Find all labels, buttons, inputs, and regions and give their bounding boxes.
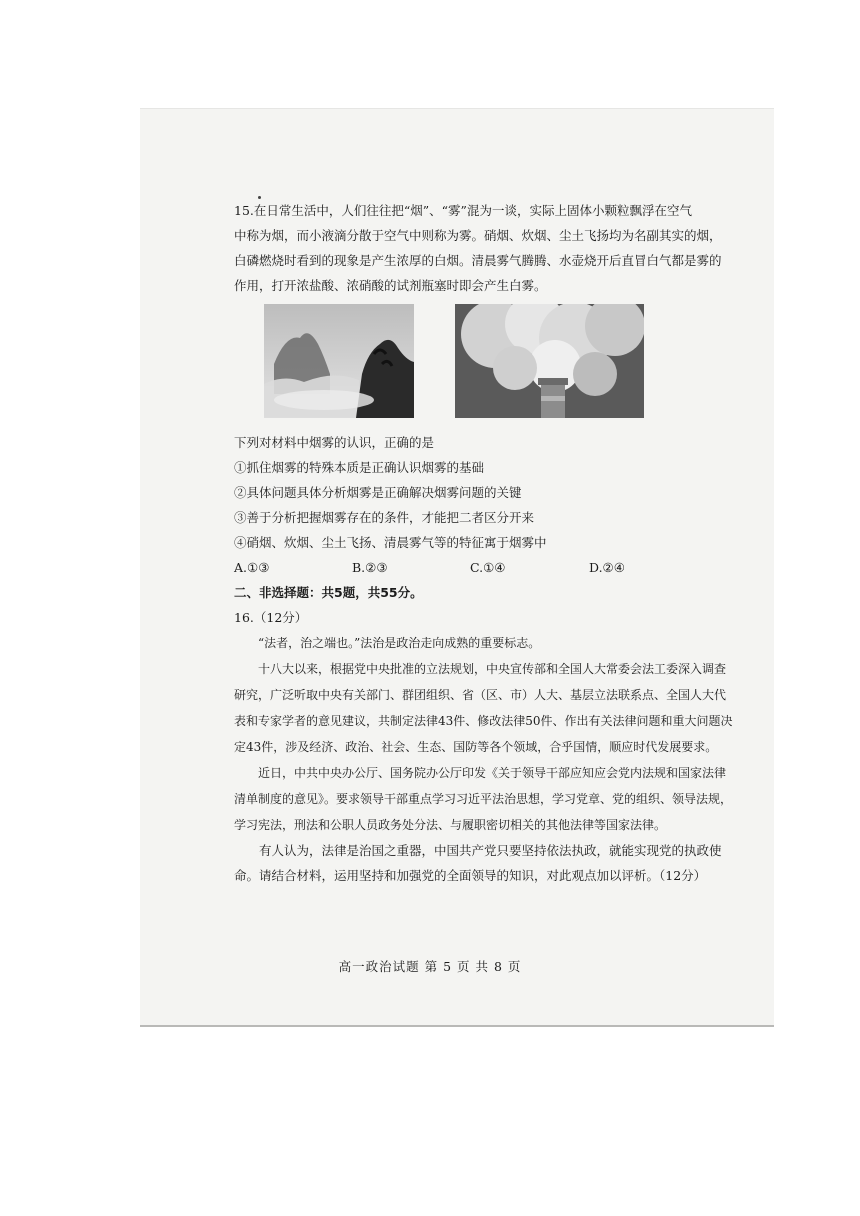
option-c: C.①④ bbox=[470, 560, 506, 575]
page-footer: 高一政治试题 第 5 页 共 8 页 bbox=[338, 959, 522, 974]
q15-stem-line: 15.在日常生活中，人们往往把“烟”、“雾”混为一谈，实际上固体小颗粒飘浮在空气 bbox=[234, 203, 692, 218]
mountain-fog-photo bbox=[264, 304, 414, 418]
q15-statement: ②具体问题具体分析烟雾是正确解决烟雾问题的关键 bbox=[234, 485, 522, 500]
material-paragraph: “法者，治之端也。”法治是政治走向成熟的重要标志。 bbox=[258, 636, 541, 650]
q16-question: 有人认为，法律是治国之重器，中国共产党只要坚持依法执政，就能实现党的执政使命。请结合材料，运用坚持和加强党的全面领导的知识，对此观点加以评析。（12分） bbox=[234, 843, 722, 883]
q15-statement: ④硝烟、炊烟、尘土飞扬、清晨雾气等的特征寓于烟雾中 bbox=[234, 535, 547, 550]
q15-stem-line: 中称为烟，而小液滴分散于空气中则称为雾。硝烟、炊烟、尘土飞扬均为名副其实的烟， bbox=[234, 228, 722, 243]
q15-stem-line: 白磷燃烧时看到的现象是产生浓厚的白烟。清晨雾气腾腾、水壶烧开后直冒白气都是雾的 bbox=[234, 253, 722, 268]
section-heading: 二、非选择题：共5题，共55分。 bbox=[234, 585, 423, 600]
q15-statement: ①抓住烟雾的特殊本质是正确认识烟雾的基础 bbox=[234, 460, 485, 475]
material-paragraph: 十八大以来，根据党中央批准的立法规划，中央宣传部和全国人大常委会法工委深入调查研究，广泛听取中央有关部门、群团组织、省（区、市）人大、基层立法联系点、全国人大代表和专家学者的意见建议，共制定法律43件、修改法律50件、作出有关法律问题和重大问题决定43件，涉及经济、政治、社会、生态、国防等各个领域，合乎国情，顺应时代发展要求。 bbox=[234, 662, 733, 754]
q16-material bbox=[234, 630, 734, 838]
q15-statement: ③善于分析把握烟雾存在的条件，才能把二者区分开来 bbox=[234, 510, 535, 525]
page-content bbox=[234, 198, 734, 888]
q15-options bbox=[234, 555, 734, 580]
q15-photos bbox=[234, 304, 734, 426]
option-d: D.②④ bbox=[589, 560, 625, 575]
chimney-smoke-photo bbox=[455, 304, 644, 418]
q16-header: 16.（12分） bbox=[234, 610, 308, 625]
option-b: B.②③ bbox=[352, 560, 388, 575]
q15-prompt: 下列对材料中烟雾的认识，正确的是 bbox=[234, 435, 435, 450]
q15-stem-line: 作用，打开浓盐酸、浓硝酸的试剂瓶塞时即会产生白雾。 bbox=[234, 278, 547, 293]
material-paragraph: 近日，中共中央办公厅、国务院办公厅印发《关于领导干部应知应会党内法规和国家法律清单制度的意见》。要求领导干部重点学习习近平法治思想，学习党章、党的组织、领导法规，学习宪法，刑法和公职人员政务处分法、与履职密切相关的其他法律等国家法律。 bbox=[234, 766, 733, 832]
option-a: A.①③ bbox=[234, 560, 270, 575]
